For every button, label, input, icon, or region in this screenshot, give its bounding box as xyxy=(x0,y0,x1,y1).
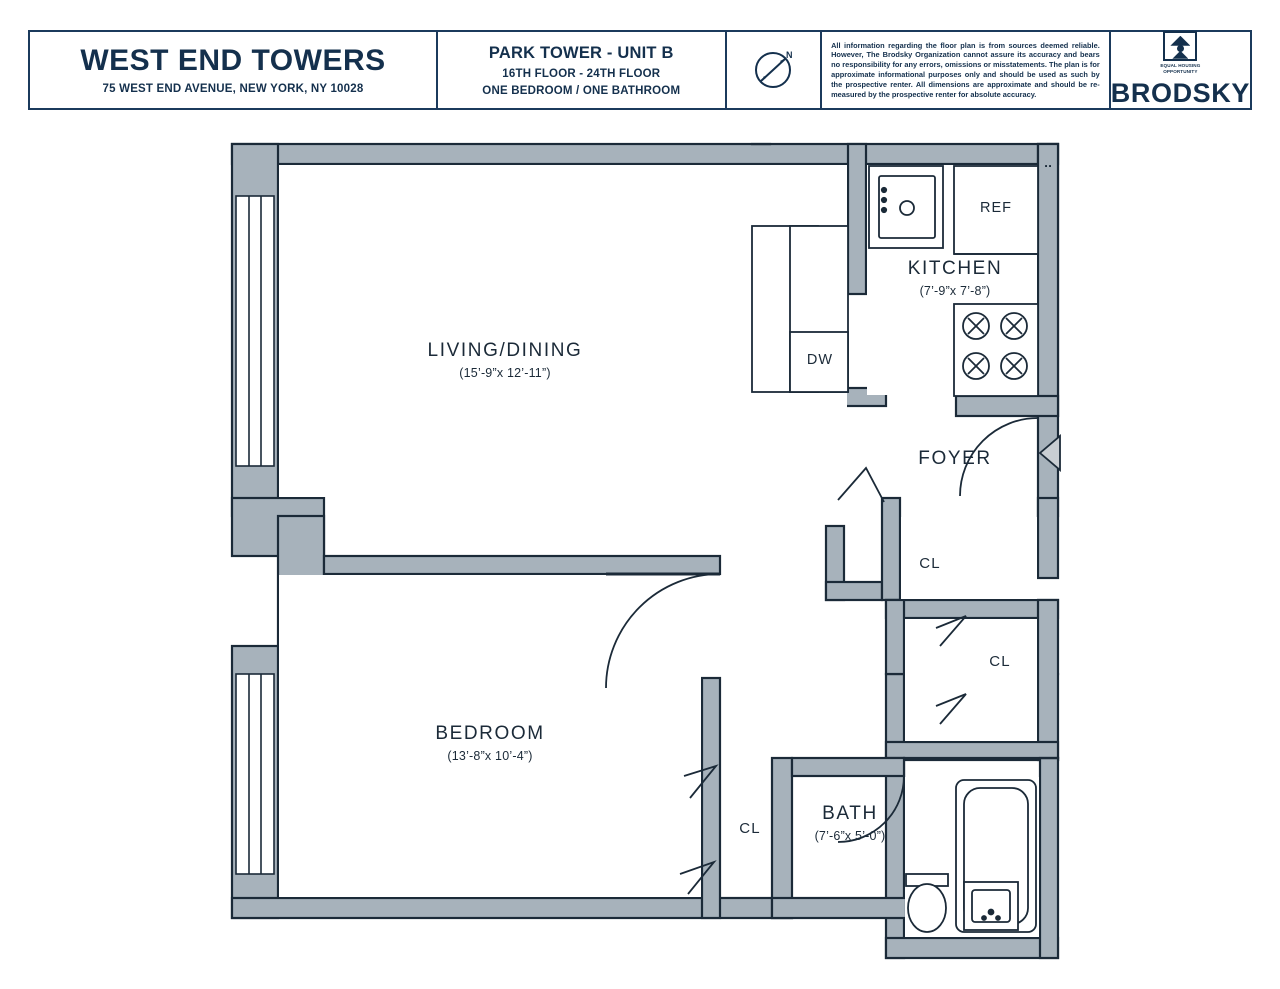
unit-layout: ONE BEDROOM / ONE BATHROOM xyxy=(482,84,681,97)
closet-label-bedroom: CL xyxy=(739,820,761,837)
appliance-label-dishwasher: DW xyxy=(806,352,834,368)
compass-icon xyxy=(750,47,796,93)
svg-text:N: N xyxy=(786,50,793,60)
unit-identity xyxy=(436,32,725,108)
room-label-foyer: FOYER xyxy=(918,448,992,469)
eho-label-line2: OPPORTUNITY xyxy=(1163,68,1198,74)
brodsky-wordmark: BRODSKY xyxy=(1110,78,1250,109)
room-label-bedroom: BEDROOM (13’-8”x 10’-4”) xyxy=(435,723,545,763)
eho-label-line1: EQUAL HOUSING xyxy=(1160,62,1201,68)
disclaimer-cell xyxy=(820,32,1109,108)
unit-floors: 16TH FLOOR - 24TH FLOOR xyxy=(502,67,661,80)
room-label-living-dining: LIVING/DINING (15’-9”x 12’-11”) xyxy=(427,340,583,380)
floor-plan xyxy=(0,118,1280,978)
equal-housing-opportunity-icon xyxy=(1160,31,1200,74)
appliance-label-refrigerator: REF xyxy=(980,200,1012,216)
compass-cell xyxy=(725,32,821,108)
disclaimer-text: All information regarding the floor plan is from sources deemed reliable. However, The Brodsky Organization cannot assure its accuracy and bears no responsibility for any errors, omissions or misstatements. The plan is for approximate informational purposes only and should be used as such by the prospective renter. All dimensions are approximate and should be re-measured by the prospective renter for absolute accuracy. xyxy=(831,40,1100,99)
title-block xyxy=(28,30,1252,110)
building-address: 75 WEST END AVENUE, NEW YORK, NY 10028 xyxy=(102,82,364,95)
building-name: WEST END TOWERS xyxy=(80,43,386,77)
closet-label-hall: CL xyxy=(989,653,1011,670)
room-label-kitchen: KITCHEN (7’-9”x 7’-8”) xyxy=(907,258,1003,298)
unit-name: PARK TOWER - UNIT B xyxy=(488,43,674,62)
room-label-bath: BATH (7’-6”x 5’-0”) xyxy=(814,803,886,843)
brand-logo-cell xyxy=(1109,32,1250,108)
floor-plan-drawing xyxy=(0,118,1280,978)
closet-label-foyer: CL xyxy=(919,555,941,572)
building-identity xyxy=(30,32,436,108)
